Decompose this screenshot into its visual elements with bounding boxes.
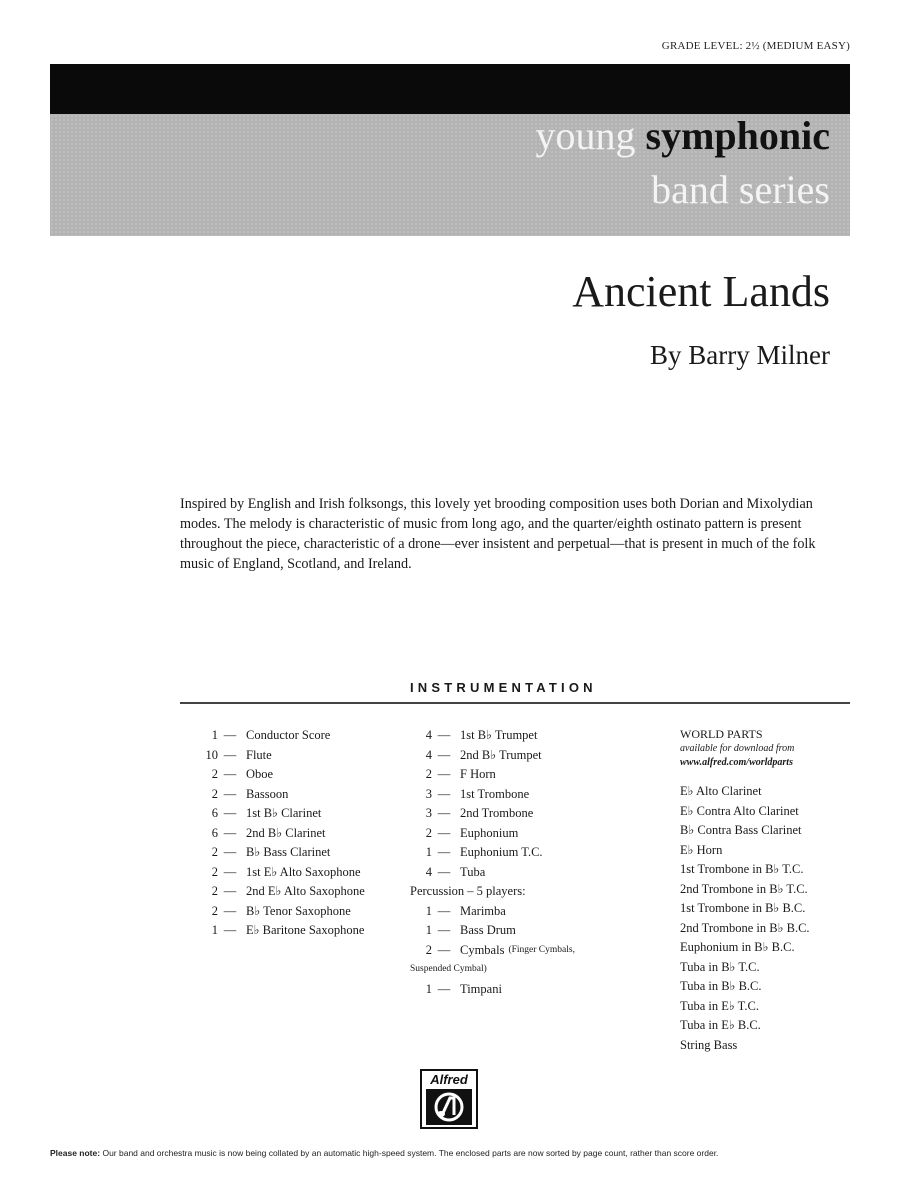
world-part-item: Tuba in E♭ T.C. (680, 998, 759, 1013)
instrument-row (410, 785, 575, 805)
instrument-row (196, 726, 365, 746)
world-part-item: B♭ Contra Bass Clarinet (680, 823, 802, 837)
world-part-item: String Bass (680, 1037, 738, 1052)
world-parts-column (680, 726, 810, 1055)
percussion-heading: Percussion – 5 players: (410, 884, 526, 898)
dash: — (223, 728, 237, 742)
world-part-item: 2nd Trombone in B♭ T.C. (680, 881, 808, 896)
instrument-qty: 4 (425, 747, 432, 762)
instrument-row (410, 902, 575, 922)
instrument-name: Oboe (246, 767, 274, 781)
dash: — (437, 767, 451, 781)
instrument-qty: 6 (211, 825, 218, 840)
instrument-qty: 2 (425, 825, 432, 840)
instrument-name: 1st E♭ Alto Saxophone (246, 864, 361, 879)
dash: — (437, 786, 451, 801)
instrument-name: 1st B♭ Clarinet (246, 806, 322, 820)
instrument-name: B♭ Tenor Saxophone (246, 903, 351, 918)
instrument-row (410, 921, 575, 941)
alfred-logo-text: Alfred (430, 1072, 468, 1087)
instrument-name: Tuba (460, 864, 486, 879)
footer-note (50, 1148, 850, 1158)
dash: — (223, 845, 237, 859)
instrument-name: Bass Drum (460, 923, 516, 937)
instrument-row (410, 843, 575, 863)
header-black-band (50, 64, 850, 114)
dash: — (223, 806, 237, 820)
instrument-row (196, 843, 365, 863)
instrument-row (196, 921, 365, 941)
instrument-column-2 (410, 726, 575, 999)
alfred-logo (420, 1069, 478, 1129)
instrument-qty: 1 (425, 981, 432, 996)
instrument-name: 2nd B♭ Trumpet (460, 747, 542, 762)
grade-level: GRADE LEVEL: 2½ (MEDIUM EASY) (661, 40, 850, 52)
instrument-qty: 2 (211, 845, 218, 859)
instrument-qty: 1 (211, 923, 218, 937)
instrument-qty: 2 (211, 884, 218, 898)
dash: — (223, 884, 237, 898)
dash: — (437, 747, 451, 762)
instrument-name: Euphonium T.C. (460, 845, 543, 859)
world-part-item: E♭ Contra Alto Clarinet (680, 803, 799, 818)
instrument-row (196, 863, 365, 883)
divider (180, 702, 850, 704)
world-part-item: 1st Trombone in B♭ B.C. (680, 901, 806, 915)
instrument-qty: 4 (425, 864, 432, 879)
composer: By Barry Milner (650, 340, 830, 370)
instrument-qty: 3 (425, 786, 432, 801)
world-parts-heading: WORLD PARTS (680, 727, 763, 741)
instrument-qty: 2 (211, 903, 218, 918)
instrument-name: Flute (246, 747, 272, 762)
dash: — (223, 903, 237, 918)
world-part-item: Euphonium in B♭ B.C. (680, 940, 795, 954)
instrument-qty: 2 (425, 942, 432, 957)
instrument-qty: 1 (425, 923, 432, 937)
dash: — (223, 923, 237, 937)
world-part-item: Tuba in E♭ B.C. (680, 1018, 761, 1032)
instrument-row (196, 785, 365, 805)
world-part-item: E♭ Alto Clarinet (680, 784, 762, 798)
dash: — (437, 825, 451, 840)
instrument-row (196, 765, 365, 785)
dash: — (223, 767, 237, 781)
percussion-note-cont: Suspended Cymbal) (410, 964, 487, 974)
instrument-name: 2nd E♭ Alto Saxophone (246, 884, 365, 898)
instrument-name: F Horn (460, 767, 496, 781)
dash: — (437, 942, 451, 957)
instrument-name: Euphonium (460, 825, 519, 840)
instrument-qty: 1 (425, 903, 432, 918)
instrument-column-1 (196, 726, 365, 941)
instrument-qty: 4 (425, 728, 432, 742)
instrument-name: Marimba (460, 903, 506, 918)
instrument-row (410, 804, 575, 824)
instrument-qty: 2 (211, 864, 218, 879)
instrument-row (196, 746, 365, 766)
series-title-line2: band series (651, 167, 830, 212)
dash: — (437, 864, 451, 879)
instrumentation-heading: INSTRUMENTATION (410, 680, 597, 695)
instrument-name: B♭ Bass Clarinet (246, 845, 331, 859)
dash: — (437, 728, 451, 742)
instrument-row (196, 804, 365, 824)
instrument-name: Cymbals (460, 942, 505, 957)
instrument-qty: 1 (425, 845, 432, 859)
instrument-row (410, 726, 575, 746)
instrument-name: E♭ Baritone Saxophone (246, 923, 365, 937)
dash: — (437, 845, 451, 859)
world-part-item: E♭ Horn (680, 842, 723, 857)
instrument-row (410, 941, 575, 961)
instrument-row (196, 882, 365, 902)
alfred-logo-icon (426, 1089, 472, 1125)
dash: — (437, 923, 451, 937)
footer-note-label: Please note: (50, 1148, 101, 1158)
instrument-qty: 10 (205, 747, 218, 762)
instrument-row (410, 863, 575, 883)
piece-title: Ancient Lands (572, 267, 830, 316)
instrument-row (196, 824, 365, 844)
dash: — (437, 806, 451, 820)
instrument-row (410, 746, 575, 766)
dash: — (223, 747, 237, 762)
world-part-item: Tuba in B♭ B.C. (680, 979, 762, 993)
world-parts-subtitle: available for download from (680, 743, 795, 754)
dash: — (223, 786, 237, 801)
series-title-line1 (536, 110, 831, 162)
world-parts-url: www.alfred.com/worldparts (680, 757, 793, 768)
series-word-young: young (535, 113, 636, 158)
instrument-qty: 2 (211, 767, 218, 781)
instrument-qty: 2 (211, 786, 218, 801)
instrument-name: 1st Trombone (460, 786, 530, 801)
instrument-row (196, 902, 365, 922)
instrument-name: 2nd Trombone (460, 806, 534, 820)
instrument-qty: 3 (425, 806, 432, 820)
instrument-qty: 1 (211, 728, 218, 742)
world-part-item: Tuba in B♭ T.C. (680, 959, 760, 974)
world-part-item: 1st Trombone in B♭ T.C. (680, 862, 804, 876)
instrument-qty: 2 (425, 767, 432, 781)
dash: — (223, 864, 237, 879)
instrument-name: Bassoon (246, 786, 289, 801)
instrument-row (410, 824, 575, 844)
dash: — (437, 903, 451, 918)
dash: — (223, 825, 237, 840)
instrument-row (410, 980, 575, 1000)
instrument-name: Timpani (460, 981, 502, 996)
dash: — (437, 981, 451, 996)
instrument-name: Conductor Score (246, 728, 331, 742)
instrument-qty: 6 (211, 806, 218, 820)
series-word-symphonic: symphonic (645, 113, 830, 158)
instrument-name: 1st B♭ Trumpet (460, 728, 538, 742)
instrument-row (410, 765, 575, 785)
world-part-item: 2nd Trombone in B♭ B.C. (680, 920, 810, 935)
footer-note-text: Our band and orchestra music is now being collated by an automatic high-speed system. The enclosed parts are now sorted by page count, rather than score order. (102, 1148, 719, 1158)
instrument-name: 2nd B♭ Clarinet (246, 825, 326, 840)
description: Inspired by English and Irish folksongs, this lovely yet brooding composition uses both Dorian and Mixolydian modes. The melody is characteristic of music from long ago, and the quarter/eighth ostinato pattern is present throughout the piece, characteristic of a drone—ever insistent and perpetual—that is present in much of the folk music of England, Scotland, and Ireland. (180, 496, 816, 572)
instrument-note: (Finger Cymbals, (508, 944, 575, 955)
